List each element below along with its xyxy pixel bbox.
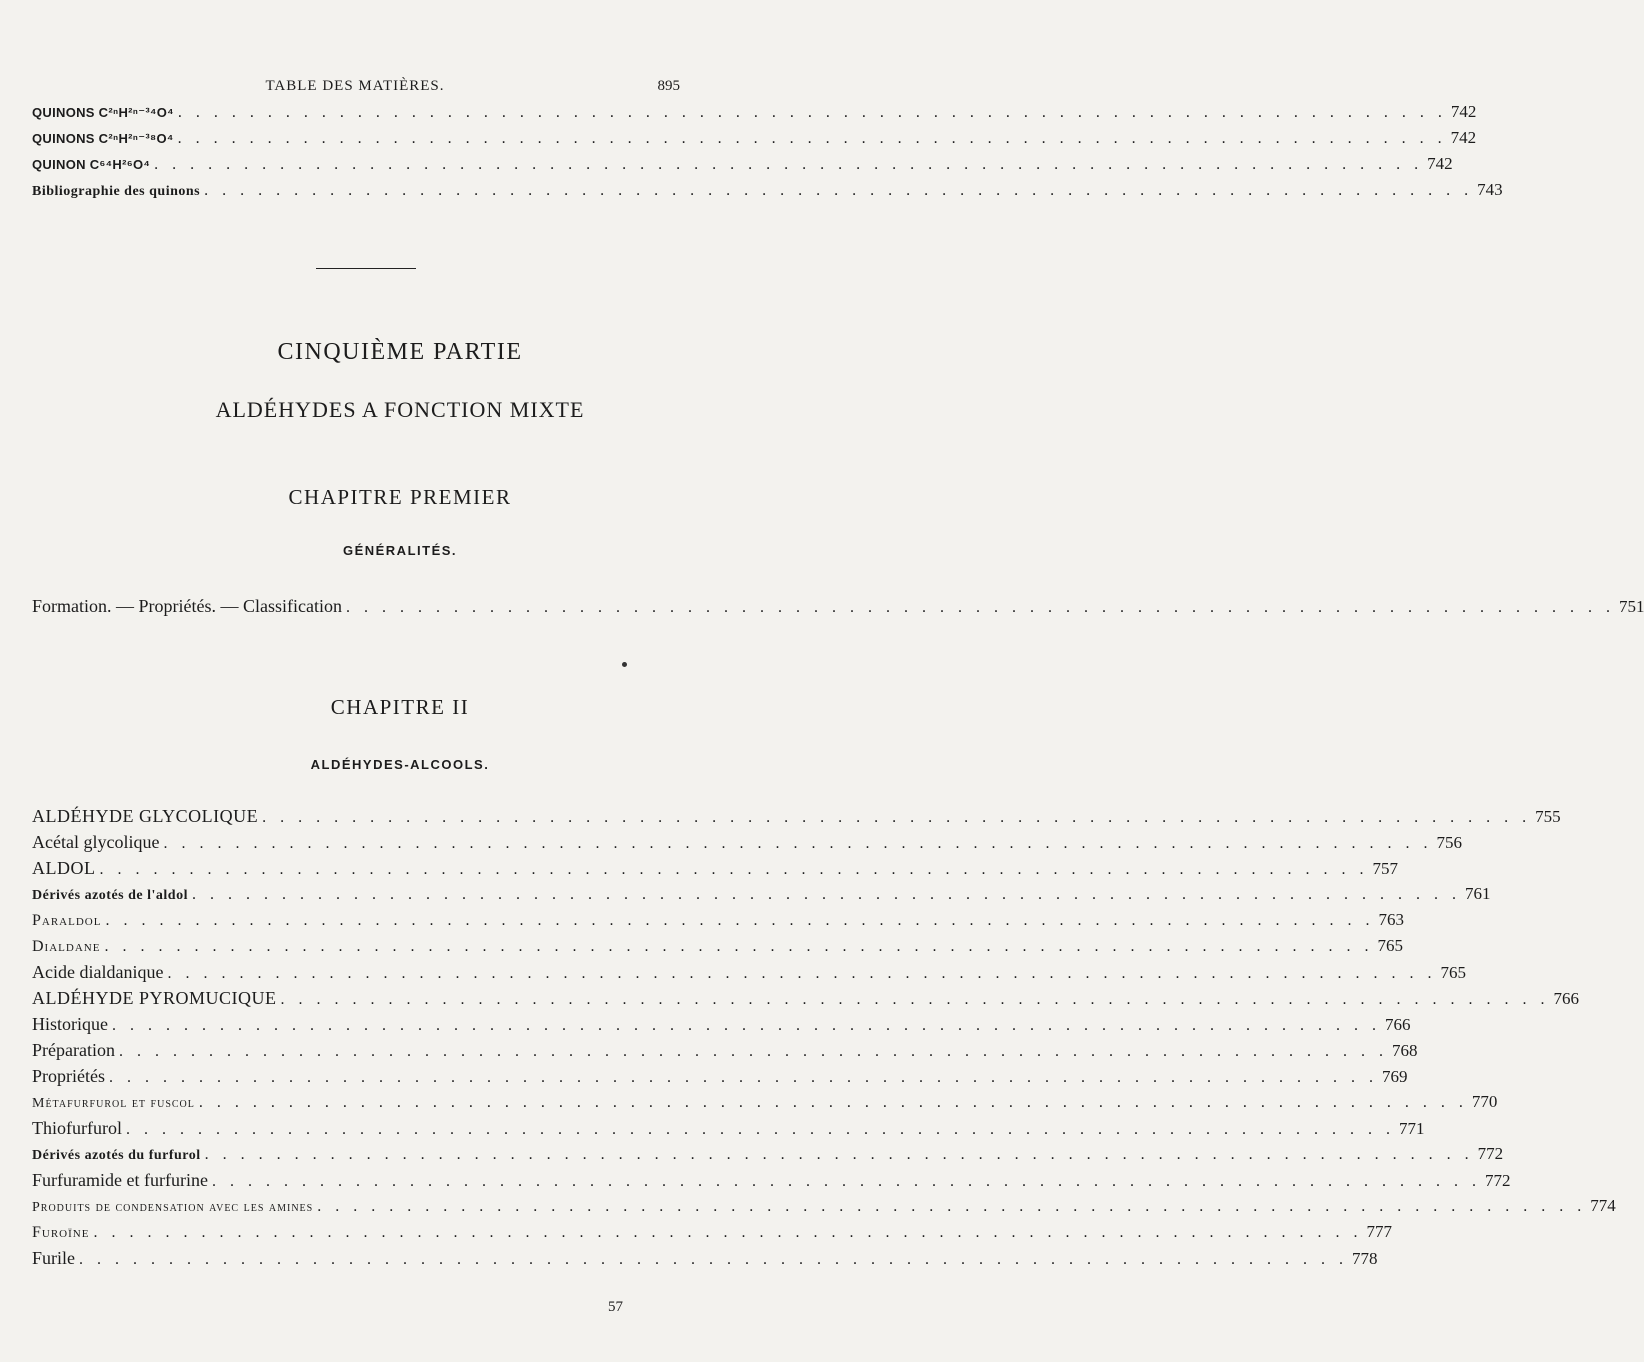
section-rule	[316, 268, 416, 269]
toc-entry-page: 763	[1378, 910, 1404, 929]
toc-entry-page: 756	[1436, 833, 1462, 852]
toc-entry-page: 751	[1618, 597, 1644, 616]
toc-entry-label: Acide dialdanique	[32, 962, 164, 982]
dot-leader: . . . . . . . . . . . . . . . . . . . . . . . . . . . . . . . . . . . . . . . . . . . . . . . . . . . . . . . . . . . . . . . . . . . . . . .	[167, 965, 1437, 982]
toc-entry-label: Paraldol	[32, 912, 102, 929]
toc-entry-page: 777	[1366, 1222, 1392, 1241]
toc-entry	[32, 1014, 1411, 1038]
toc-entry-label: QUINONS C²ⁿH²ⁿ⁻³⁸O⁴	[32, 131, 174, 146]
toc-entry-page: 771	[1398, 1119, 1425, 1138]
toc-entry	[32, 596, 1644, 620]
dot-leader: . . . . . . . . . . . . . . . . . . . . . . . . . . . . . . . . . . . . . . . . . . . . . . . . . . . . . . . . . . . . . . . . . . . . . . .	[125, 1121, 1395, 1138]
dot-leader: . . . . . . . . . . . . . . . . . . . . . . . . . . . . . . . . . . . . . . . . . . . . . . . . . . . . . . . . . . . . . . . . . . . . . . .	[280, 991, 1550, 1008]
dot-leader: . . . . . . . . . . . . . . . . . . . . . . . . . . . . . . . . . . . . . . . . . . . . . . . . . . . . . . . . . . . . . . . . . . . . . . .	[118, 1043, 1388, 1060]
sheet-signature: 57	[608, 1299, 623, 1315]
toc-entry	[32, 832, 1462, 856]
toc-entry-label: Bibliographie des quinons	[32, 184, 201, 199]
dot-leader: . . . . . . . . . . . . . . . . . . . . . . . . . . . . . . . . . . . . . . . . . . . . . . . . . . . . . . . . . . . . . . . . . . . . . . .	[154, 156, 1424, 173]
toc-entry-label: QUINON C⁶⁴H²⁶O⁴	[32, 157, 151, 172]
toc-entry	[32, 180, 1503, 204]
toc-entry	[32, 884, 1491, 908]
toc-entry-label: Formation. — Propriétés. — Classification	[32, 596, 342, 616]
toc-entry-page: 742	[1427, 154, 1453, 173]
part-title: CINQUIÈME PARTIE	[277, 339, 523, 365]
toc-entry-label: Dérivés azotés de l'aldol	[32, 888, 188, 903]
chapter-2-subtitle: ALDÉHYDES-ALCOOLS.	[310, 757, 490, 772]
toc-entry-page: 765	[1377, 936, 1403, 955]
toc-entry-label: Propriétés	[32, 1066, 105, 1086]
toc-entry-page: 742	[1450, 128, 1477, 147]
toc-entry	[32, 1118, 1425, 1142]
dot-leader: . . . . . . . . . . . . . . . . . . . . . . . . . . . . . . . . . . . . . . . . . . . . . . . . . . . . . . . . . . . . . . . . . . . . . . .	[198, 1094, 1468, 1111]
toc-entry-label: Historique	[32, 1014, 108, 1034]
toc-entry-page: 778	[1352, 1249, 1378, 1268]
running-title: TABLE DES MATIÈRES.	[265, 78, 445, 94]
dot-leader: . . . . . . . . . . . . . . . . . . . . . . . . . . . . . . . . . . . . . . . . . . . . . . . . . . . . . . . . . . . . . . . . . . . . . . .	[99, 861, 1369, 878]
dot-leader: . . . . . . . . . . . . . . . . . . . . . . . . . . . . . . . . . . . . . . . . . . . . . . . . . . . . . . . . . . . . . . . . . . . . . . .	[177, 130, 1447, 147]
dot-leader: . . . . . . . . . . . . . . . . . . . . . . . . . . . . . . . . . . . . . . . . . . . . . . . . . . . . . . . . . . . . . . . . . . . . . . .	[105, 912, 1375, 929]
toc-entry-label: Métafurfurol et fuscol	[32, 1096, 195, 1111]
toc-entry-label: ALDÉHYDE PYROMUCIQUE	[32, 988, 277, 1008]
toc-entry	[32, 910, 1404, 934]
dot-leader: . . . . . . . . . . . . . . . . . . . . . . . . . . . . . . . . . . . . . . . . . . . . . . . . . . . . . . . . . . . . . . . . . . . . . . .	[177, 104, 1447, 121]
toc-entry-page: 765	[1440, 963, 1466, 982]
page-header	[30, 76, 680, 102]
dot-leader: . . . . . . . . . . . . . . . . . . . . . . . . . . . . . . . . . . . . . . . . . . . . . . . . . . . . . . . . . . . . . . . . . . . . . . .	[204, 1146, 1474, 1163]
toc-entry	[32, 102, 1477, 126]
toc-entry	[32, 1170, 1511, 1194]
toc-entry-page: 774	[1590, 1196, 1616, 1215]
toc-entry	[32, 806, 1561, 830]
dot-leader: . . . . . . . . . . . . . . . . . . . . . . . . . . . . . . . . . . . . . . . . . . . . . . . . . . . . . . . . . . . . . . . . . . . . . . .	[93, 1224, 1363, 1241]
dot-leader: . . . . . . . . . . . . . . . . . . . . . . . . . . . . . . . . . . . . . . . . . . . . . . . . . . . . . . . . . . . . . . . . . . . . . . .	[79, 1251, 1348, 1268]
dot-leader: . . . . . . . . . . . . . . . . . . . . . . . . . . . . . . . . . . . . . . . . . . . . . . . . . . . . . . . . . . . . . . . . . . . . . . .	[204, 182, 1474, 199]
ink-speck	[622, 662, 627, 667]
part-subtitle: ALDÉHYDES A FONCTION MIXTE	[215, 397, 585, 422]
toc-entry-page: 757	[1372, 859, 1398, 878]
toc-entry-page: 772	[1477, 1144, 1504, 1163]
toc-entry-label: QUINONS C²ⁿH²ⁿ⁻³⁴O⁴	[32, 105, 174, 120]
toc-entry-label: Dérivés azotés du furfurol	[32, 1148, 201, 1163]
toc-entry-page: 768	[1391, 1041, 1418, 1060]
toc-entry-page: 761	[1464, 884, 1491, 903]
toc-entry	[32, 962, 1466, 986]
page-number: 895	[657, 78, 680, 94]
toc-entry-page: 766	[1553, 989, 1579, 1008]
toc-entry	[32, 1196, 1616, 1220]
toc-entry-label: ALDOL	[32, 858, 96, 878]
toc-entry	[32, 1066, 1408, 1090]
toc-entry	[32, 1040, 1418, 1064]
toc-entry-label: Acétal glycolique	[32, 832, 160, 852]
toc-entry	[32, 154, 1453, 178]
toc-entry-label: Furile	[32, 1248, 75, 1268]
dot-leader: . . . . . . . . . . . . . . . . . . . . . . . . . . . . . . . . . . . . . . . . . . . . . . . . . . . . . . . . . . . . . . . . . . . . . . .	[345, 599, 1615, 616]
toc-entry-label: Dialdane	[32, 938, 101, 955]
dot-leader: . . . . . . . . . . . . . . . . . . . . . . . . . . . . . . . . . . . . . . . . . . . . . . . . . . . . . . . . . . . . . . . . . . . . . . .	[211, 1173, 1481, 1190]
toc-entry-label: Thiofurfurol	[32, 1118, 122, 1138]
toc-entry	[32, 1222, 1392, 1246]
toc-entry	[32, 936, 1403, 960]
toc-entry-label: ALDÉHYDE GLYCOLIQUE	[32, 806, 259, 826]
toc-entry-label: Préparation	[32, 1040, 115, 1060]
toc-entry-page: 772	[1484, 1171, 1511, 1190]
chapter-1-subtitle: GÉNÉRALITÉS.	[342, 543, 458, 558]
dot-leader: . . . . . . . . . . . . . . . . . . . . . . . . . . . . . . . . . . . . . . . . . . . . . . . . . . . . . . . . . . . . . . . . . . . . . . .	[191, 886, 1461, 903]
toc-entry	[32, 988, 1579, 1012]
toc-entry-page: 743	[1477, 180, 1503, 199]
toc-entry	[32, 858, 1398, 882]
toc-entry-label: Furfuramide et furfurine	[32, 1170, 208, 1190]
toc-entry-page: 766	[1385, 1015, 1411, 1034]
toc-entry	[32, 1144, 1504, 1168]
toc-entry-page: 770	[1471, 1092, 1498, 1111]
toc-entry-page: 742	[1450, 102, 1477, 121]
dot-leader: . . . . . . . . . . . . . . . . . . . . . . . . . . . . . . . . . . . . . . . . . . . . . . . . . . . . . . . . . . . . . . . . . . . . . . .	[262, 809, 1532, 826]
chapter-1-title: CHAPITRE PREMIER	[288, 485, 512, 509]
dot-leader: . . . . . . . . . . . . . . . . . . . . . . . . . . . . . . . . . . . . . . . . . . . . . . . . . . . . . . . . . . . . . . . . . . . . . . .	[108, 1069, 1378, 1086]
toc-entry-page: 755	[1535, 807, 1561, 826]
dot-leader: . . . . . . . . . . . . . . . . . . . . . . . . . . . . . . . . . . . . . . . . . . . . . . . . . . . . . . . . . . . . . . . . . . . . . . .	[104, 938, 1374, 955]
toc-entry-label: Furoïne	[32, 1224, 90, 1241]
toc-entry	[32, 1248, 1378, 1272]
dot-leader: . . . . . . . . . . . . . . . . . . . . . . . . . . . . . . . . . . . . . . . . . . . . . . . . . . . . . . . . . . . . . . . . . . . . . . .	[163, 835, 1433, 852]
dot-leader: . . . . . . . . . . . . . . . . . . . . . . . . . . . . . . . . . . . . . . . . . . . . . . . . . . . . . . . . . . . . . . . . . . . . . . .	[112, 1017, 1381, 1034]
toc-entry	[32, 1092, 1498, 1116]
toc-entry-label: Produits de condensation avec les amines	[32, 1200, 314, 1215]
toc-entry	[32, 128, 1477, 152]
toc-entry-page: 769	[1381, 1067, 1408, 1086]
dot-leader: . . . . . . . . . . . . . . . . . . . . . . . . . . . . . . . . . . . . . . . . . . . . . . . . . . . . . . . . . . . . . . . . . . . . . . .	[317, 1198, 1587, 1215]
chapter-2-title: CHAPITRE II	[330, 695, 470, 719]
